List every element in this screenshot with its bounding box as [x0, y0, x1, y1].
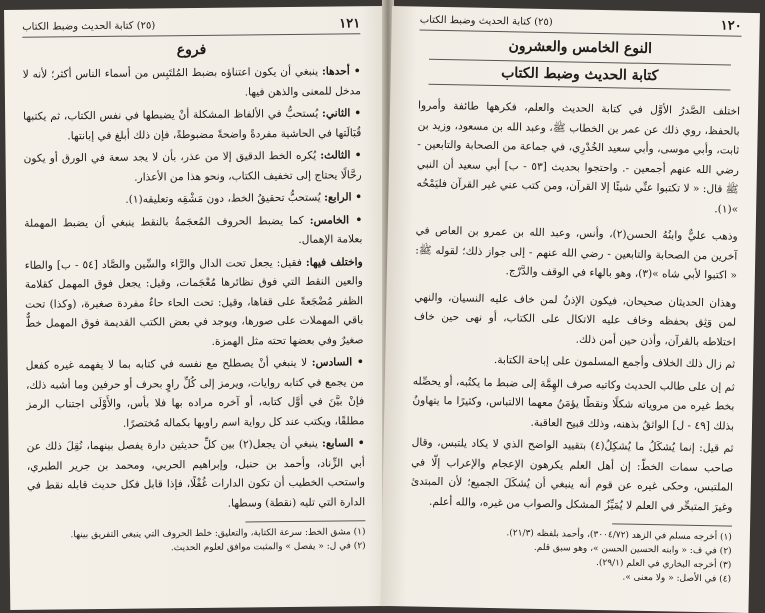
- left-footnote-2: (٢) في ل: « يفصل » والمثبت موافق لعلوم الحديث.: [170, 541, 366, 554]
- right-running-head: [420, 13, 742, 37]
- left-paragraph-1: • أحدها: ينبغي أن يكون اعتناؤه بضبط المُلتَبِس من أسماء الناس أكثر؛ لأنه لا مدخل للمعنى والذهن فيها.: [22, 65, 361, 98]
- left-paragraph-5: • الخامس: كما يضبط الحروف المُعجَمةُ بالنقط ينبغي أن يضبط المهملة بعلامة الإهمال.: [24, 213, 363, 246]
- left-footnote-1: (١) مشق الخط: سرعة الكتابة، والتعليق: خلط الحروف التي ينبغي التفريق بينها.: [70, 527, 366, 541]
- right-footnote-2: (٢) في ف: « وابنه الحسين الحسن »، وهو سبق قلم.: [533, 542, 732, 557]
- right-paragraph-3: وهذان الحديثان صحيحان، فيكون الإذنُ لمن خاف عليه النسيان، والنهي لمن وَثِق بحفظه وخاف عليه الاتكال على الكتاب، أو نهى حين خاف اختلاطه بالقرآن، وأذن حين أمن ذلك.: [413, 290, 737, 349]
- right-paragraph-6: ثم قيل: إنما يُشكَلُ ما يُشكِلُ(٤) بتقييد الواضح الذي لا يكاد يلتبس، وقال صاحب سمات الخطّ: إن أهل العلم يكرهون الإعجام والإعراب إلّا في الملتبس، وحكى غيره عن قوم أنه ينبغي أن يُشكَلَ الجميع؛ لأن المبتدئ وغيرَ المتبحِّر في العلم لا يُمَيِّزُ المشكل والصواب من غيره، والله أعلم.: [410, 436, 734, 514]
- left-running-title: (٢٥) كتابة الحديث وضبط الكتاب: [22, 20, 156, 33]
- left-paragraph-3: • الثالث: يُكره الخط الدقيق إلا من عذر، بأن لا يجد سعة في الورق أو يكون رحَّالًا يحتاج إلى تخفيف الكتاب، ونحو هذا من الأعذار.: [23, 149, 362, 184]
- right-paragraph-5: ثم إن على طالب الحديث وكاتبه صرف الهِمَّة إلى ضبط ما يكتُبه، أو يحصِّله بخط غيره من مروياته شكلًا ونقطًا يؤمَنُ معهما الالتباس، وكثيرًا ما يتهاونُ بذلك [٤٩ - ل] الواثقُ بذهنه، وذلك قبيح العاقبة.: [412, 374, 735, 433]
- right-page-number: ١٢٠: [720, 18, 742, 34]
- left-paragraph-8: • السابع: ينبغي أن يجعل(٢) بين كلِّ حديثين دارة يفصل بينهما، نُقِلَ ذلك عن أبي الزِّناد، وأحمد بن حنبل، وإبراهيم الحربي، ومحمد بن جرير الطبري، واستحب الخطيب أن تكون الدارات غُفْلًا، فإذا قابل فكل حديث قابله نقط في الدارة التي تليه (نقطة) وسطها.: [26, 437, 366, 510]
- right-paragraph-1: اختلف الصَّدرُ الأوَّل في كتابة الحديث والعلم، فكرهها طائفة وأمروا بالحفظ، روي ذلك عن عمر بن الخطاب ﷺ، وعبد الله بن مسعود، وزيد بن ثابت، وأبي موسى، وأبي سعيد الخُدْرِي، في جماعة من الصحابة والتابعين - رضي الله عنهم أجمعين -. واحتجوا بحديث [٥٣ - ب] أبي سعيد أن النبي ﷺ قال: « لا تكتبوا عنِّي شيئًا إلا القرآن، ومن كتب عني غير القرآن فليَمْحُه »(١).: [416, 99, 741, 216]
- left-paragraph-4: • الرابع: يُستحبُّ تحقيقُ الخط، دون مَشْقِه وتعليقه(١).: [125, 191, 363, 206]
- left-paragraph-2: • الثاني: يُستحبُّ في الألفاظ المشكلة أنْ يضبطها في نفس الكتاب، ثم يكتبها قُبَالَتها في الحاشية مفردةً واضحةً مضبوطةً، فإن ذلك أبلغ في إبانتها.: [23, 107, 362, 142]
- left-paragraph-7: • السادس: لا ينبغي أنْ يصطلح مع نفسه في كتابه بما لا يفهمه غيره كفعل من يجمع في كتابه روايات، ويرمز إلى كُلِّ راوٍ بحرف أو حرفين وما أشبه ذلك، فإنْ بيَّنَ في أوَّل كتابه، أو آخره مراده بها فلا بأس، والأَوْلَى اجتناب الرمز مطلقًا، ويكتب عند كل رواية اسم راويها بكماله مُختصرًا.: [25, 356, 365, 430]
- left-page-number: ١٢١: [339, 16, 361, 32]
- left-footnote-rule: [245, 520, 365, 522]
- right-footnote-3: (٣) أخرجه البخاري في العلم (٢٩/١).: [595, 558, 732, 571]
- right-footnote-4: (٤) في الأصل: « ولا معنى ».: [622, 572, 732, 585]
- right-footnote-1: (١) أخرجه مسلم في الزهد (٣٠٠٤/٧٢)، وأحمد بلفظه (٢١/٣).: [506, 528, 732, 543]
- right-page: [380, 6, 759, 613]
- right-footnote-rule: [612, 523, 732, 526]
- left-paragraph-6: واختلف فيها: فقيل: يجعل تحت الدال والرَّاء والسِّين والصَّاد [٥٤ - ب] والطاء والعين النقط التي فوق نظائرها مُعْجَمات، وقيل: يجعل فوق المهمل كقلامة الظفر مُضْجَعةً على قفاها، وقيل: تحت الحاء حاءٌ مفردة صغيرة، (وكذا) تحت باقي المهملات على صورها، ويوجد في بعض الكتب القديمة فوق المهمل خطٌّ صغيرٌ وفي بعضها تحته مثل الهمزة.: [24, 255, 364, 348]
- right-section-title: كتابة الحديث وضبط الكتاب: [428, 59, 730, 91]
- left-section-title: فروع: [176, 41, 207, 59]
- right-paragraph-2: وذهب عليٌّ وابنُهُ الحسن(٢)، وأنس، وعبد الله بن عمرو بن العاص في آخرين من الصحابة والتابعين - رضي الله عنهم - إلى جواز ذلك؛ لقوله ﷺ: « اكتبوا لأبي شاه »(٣)، وهو بالهاء في الوقف والدَّرْج.: [415, 224, 738, 282]
- chapter-title: النوع الخامس والعشرون: [508, 38, 653, 57]
- left-page: [4, 6, 390, 610]
- right-paragraph-4: ثم زال ذلك الخلاف وأجمع المسلمون على إباحة الكتابة.: [493, 354, 736, 371]
- left-running-head: [22, 16, 360, 38]
- right-running-title: (٢٥) كتابة الحديث وضبط الكتاب: [419, 14, 553, 29]
